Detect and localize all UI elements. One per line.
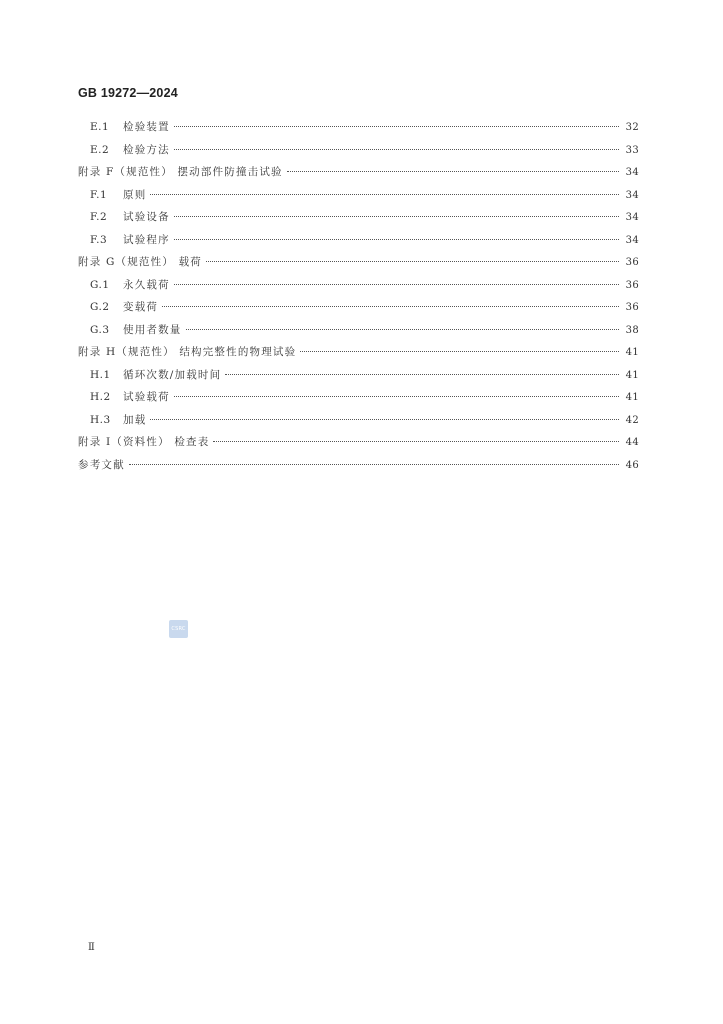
toc-dot-leader	[174, 148, 619, 150]
toc-dot-leader	[174, 125, 619, 127]
toc-entry-title: 试验载荷	[123, 391, 170, 403]
toc-entry[interactable]	[78, 409, 639, 432]
toc-entry-page: 36	[625, 302, 639, 313]
toc-entry[interactable]	[78, 386, 639, 409]
toc-entry-page: 38	[625, 324, 639, 336]
toc-dot-leader	[150, 193, 619, 195]
toc-entry-title: 参考文献	[78, 458, 125, 471]
toc-entry[interactable]	[78, 161, 639, 184]
toc-entry[interactable]	[78, 364, 639, 387]
toc-entry-title: 试验程序	[123, 233, 170, 246]
toc-entry-title: 附录 F（规范性） 摆动部件防撞击试验	[78, 166, 283, 178]
toc-entry-number: F.2	[90, 211, 108, 223]
toc-entry-number: F.1	[90, 188, 108, 201]
toc-dot-leader	[162, 305, 619, 307]
toc-entry[interactable]	[78, 296, 639, 319]
toc-dot-leader	[150, 418, 619, 420]
toc-entry-number: H.2	[90, 391, 111, 403]
toc-dot-leader	[225, 373, 619, 375]
toc-entry-title: 试验设备	[123, 211, 170, 223]
toc-entry[interactable]	[78, 206, 639, 229]
toc-entry-number: G.3	[90, 323, 110, 336]
toc-entry-page: 41	[625, 392, 639, 403]
toc-entry-page: 44	[625, 437, 639, 448]
toc-entry-title: 附录 G（规范性） 载荷	[78, 256, 202, 268]
toc-entry-number: E.1	[90, 121, 110, 133]
toc-entry-page: 41	[625, 347, 639, 358]
toc-entry-page: 32	[625, 122, 639, 133]
toc-entry-page: 41	[625, 369, 639, 381]
table-of-contents	[78, 116, 639, 476]
toc-entry-title: 加载	[123, 413, 147, 426]
toc-entry-page: 34	[625, 234, 639, 246]
toc-entry-page: 36	[625, 257, 639, 268]
toc-dot-leader	[300, 350, 619, 352]
toc-entry-number: H.3	[90, 413, 111, 426]
toc-entry-page: 42	[625, 414, 639, 426]
toc-dot-leader	[174, 215, 619, 217]
toc-entry[interactable]	[78, 341, 639, 364]
toc-entry-title: 循环次数/加载时间	[123, 368, 222, 381]
toc-entry-title: 附录 I（资料性） 检查表	[78, 436, 210, 448]
toc-entry-number: F.3	[90, 233, 108, 246]
toc-entry-number: H.1	[90, 368, 111, 381]
toc-entry[interactable]	[78, 319, 639, 342]
toc-entry[interactable]	[78, 431, 639, 454]
toc-entry[interactable]	[78, 229, 639, 252]
toc-entry-page: 34	[625, 167, 639, 178]
toc-entry-number: G.1	[90, 278, 110, 291]
toc-entry-page: 33	[625, 144, 639, 156]
toc-dot-leader	[186, 328, 620, 330]
toc-dot-leader	[206, 260, 619, 262]
toc-dot-leader	[213, 440, 619, 442]
toc-entry-number: G.2	[90, 301, 110, 313]
toc-entry-number: E.2	[90, 143, 110, 156]
toc-entry-page: 36	[625, 279, 639, 291]
toc-entry[interactable]	[78, 454, 639, 477]
toc-entry[interactable]	[78, 184, 639, 207]
toc-entry-page: 34	[625, 189, 639, 201]
toc-entry-title: 变载荷	[123, 301, 159, 313]
toc-entry[interactable]	[78, 274, 639, 297]
toc-dot-leader	[174, 283, 619, 285]
toc-dot-leader	[287, 170, 619, 172]
toc-entry-title: 检验方法	[123, 143, 170, 156]
toc-entry[interactable]	[78, 116, 639, 139]
toc-entry-title: 附录 H（规范性） 结构完整性的物理试验	[78, 346, 297, 358]
standard-code-header: GB 19272—2024	[78, 86, 178, 100]
toc-entry[interactable]	[78, 251, 639, 274]
toc-entry-page: 34	[625, 212, 639, 223]
toc-entry-page: 46	[625, 459, 639, 471]
toc-entry-title: 永久载荷	[123, 278, 170, 291]
toc-entry-title: 检验装置	[123, 121, 170, 133]
toc-entry[interactable]	[78, 139, 639, 162]
toc-dot-leader	[129, 463, 619, 465]
watermark-stamp: CSRC	[169, 620, 188, 638]
page-number: Ⅱ	[88, 942, 95, 953]
toc-entry-title: 使用者数量	[123, 323, 182, 336]
toc-dot-leader	[174, 238, 619, 240]
toc-entry-title: 原则	[123, 188, 147, 201]
toc-dot-leader	[174, 395, 619, 397]
